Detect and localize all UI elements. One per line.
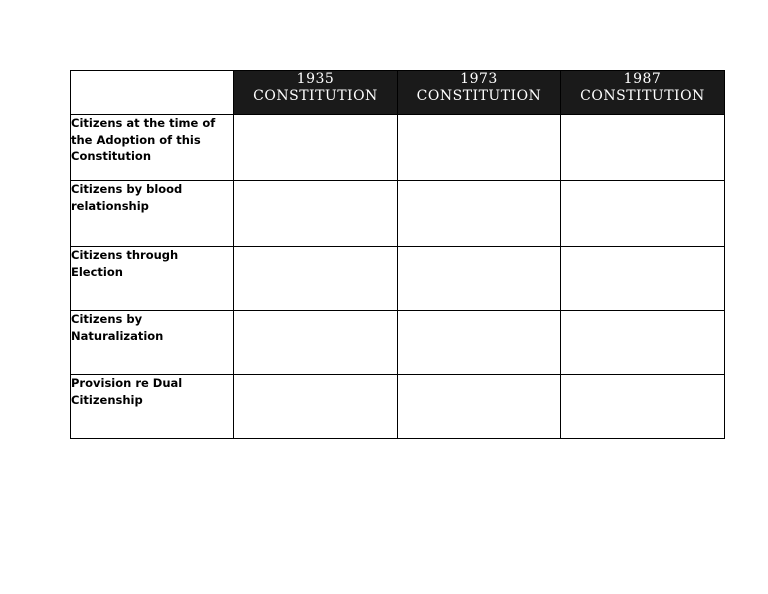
table-row xyxy=(71,247,725,311)
column-header-1987 xyxy=(561,71,725,115)
blank-cell xyxy=(398,247,561,311)
row-label-naturalization: Citizens by Naturalization xyxy=(71,311,234,375)
column-header-year: 1935 xyxy=(296,71,335,87)
row-label-election: Citizens through Election xyxy=(71,247,234,311)
row-label-adoption: Citizens at the time of the Adoption of this Constitution xyxy=(71,115,234,181)
table-corner-cell xyxy=(71,71,234,115)
table-row xyxy=(71,311,725,375)
blank-cell xyxy=(561,375,725,439)
column-header-word: CONSTITUTION xyxy=(253,88,378,104)
blank-cell xyxy=(561,115,725,181)
table-row xyxy=(71,115,725,181)
blank-cell xyxy=(234,115,398,181)
table-row xyxy=(71,375,725,439)
blank-cell xyxy=(234,311,398,375)
column-header-word: CONSTITUTION xyxy=(416,88,542,104)
blank-cell xyxy=(398,115,561,181)
row-label-dual-citizenship: Provision re Dual Citizenship xyxy=(71,375,234,439)
column-header-year: 1973 xyxy=(460,71,498,87)
blank-cell xyxy=(398,375,561,439)
column-header-word: CONSTITUTION xyxy=(580,88,705,104)
blank-cell xyxy=(398,311,561,375)
table-row xyxy=(71,181,725,247)
blank-cell xyxy=(561,311,725,375)
column-header-1935 xyxy=(234,71,398,115)
blank-cell xyxy=(398,181,561,247)
column-header-year: 1987 xyxy=(623,71,662,87)
table-header-row xyxy=(71,71,725,115)
blank-cell xyxy=(234,181,398,247)
blank-cell xyxy=(561,181,725,247)
blank-cell xyxy=(234,375,398,439)
blank-cell xyxy=(234,247,398,311)
column-header-1973 xyxy=(398,71,561,115)
blank-cell xyxy=(561,247,725,311)
row-label-blood-relationship: Citizens by blood relationship xyxy=(71,181,234,247)
citizenship-comparison-table xyxy=(70,70,725,439)
